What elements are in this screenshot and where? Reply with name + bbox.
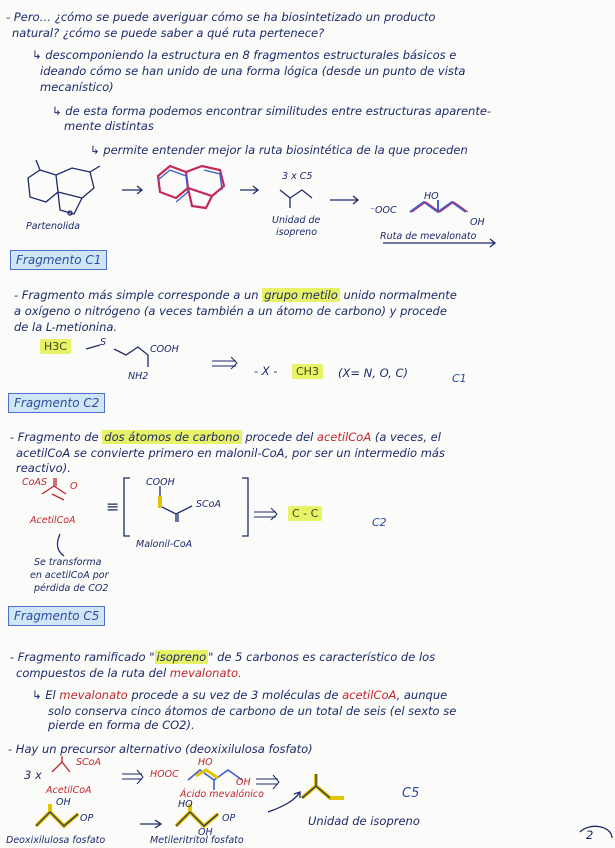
acetilcoa-label: AcetilCoA [30, 515, 76, 526]
metil-label: Metileritritol fosfato [150, 835, 244, 846]
unidad-label-2: isopreno [276, 227, 318, 238]
c5-tag: C5 [402, 786, 420, 801]
intro-b2: mente distintas [64, 119, 154, 133]
ooc-label: ⁻OOC [370, 205, 397, 216]
hooc-label: HOOC [150, 769, 179, 780]
c2-tag: C2 [372, 516, 387, 529]
intro-c1: ↳ permite entender mejor la ruta biosintética de la que proceden [90, 143, 468, 157]
c1-line-1: - Fragmento más simple corresponde a un grupo metilo unido normalmente [14, 288, 457, 302]
arrow-c2 [254, 508, 277, 520]
arrow-2 [240, 186, 258, 194]
partenolida-label: Partenolida [26, 221, 80, 232]
malonyl-bracket [124, 478, 248, 536]
intro-question-1: - Pero… ¿cómo se puede averiguar cómo se ha biosintetizado un producto [6, 10, 436, 24]
unidad-isopreno-label: Unidad de isopreno [308, 814, 420, 828]
isoprene-unit-2 [302, 774, 344, 798]
arrow-c5-2 [256, 775, 279, 789]
note-2: en acetilCoA por [30, 570, 109, 581]
coas-label: CoAS [22, 477, 47, 488]
malonil-label: Malonil-CoA [136, 539, 193, 550]
arrow-c5-1 [122, 770, 143, 784]
op-deoxi: OP [80, 813, 94, 824]
c2-line-3: reactivo). [16, 461, 71, 475]
page-number: 2 [586, 828, 594, 842]
intro-answer-1: ↳ descomponiendo la estructura en 8 fragmentos estructurales básicos e [32, 48, 457, 62]
3xc5-label: 3 x C5 [282, 171, 313, 182]
c5-line-3: ↳ El mevalonato procede a su vez de 3 moléculas de acetilCoA, aunque [32, 688, 448, 702]
c5-line-5: pierde en forma de CO2). [48, 718, 195, 732]
fragment-c2-title: Fragmento C2 [8, 393, 105, 413]
arrow-c5-3 [140, 820, 161, 828]
equiv-sign: ≡ [106, 497, 120, 516]
malonyl-structure [160, 486, 192, 522]
c5-line-2: compuestos de la ruta del mevalonato. [16, 666, 242, 680]
c5-line-6: - Hay un precursor alternativo (deoxixilulosa fosfato) [8, 742, 313, 756]
arrow-c1 [212, 357, 237, 369]
c5-line-1: - Fragmento ramificado " isopreno " de 5 carbonos es característico de los [10, 650, 436, 664]
nh2-label: NH2 [128, 371, 149, 382]
intro-answer-2: ideando cómo se han unido de una forma lógica (desde un punto de vista [40, 64, 466, 78]
oh-metil: OH [198, 827, 213, 838]
note-1: Se transforma [34, 557, 102, 568]
c2-line-2: acetilCoA se convierte primero en malonil-CoA, por ser un intermedio más [16, 446, 445, 460]
scoa-c2: SCoA [196, 499, 221, 510]
partenolide-structure [28, 160, 100, 215]
cooh-label: COOH [150, 344, 179, 355]
oh-deoxi-1: OH [56, 797, 71, 808]
arrow-3 [330, 196, 358, 204]
arrow-1 [122, 186, 142, 194]
cooh-c2: COOH [146, 477, 175, 488]
c1-line-2: a oxígeno o nitrógeno (a veces también a un átomo de carbono) y procede [14, 304, 447, 318]
threex-label: 3 x [24, 768, 42, 782]
x-values: (X= N, O, C) [338, 366, 408, 380]
page-circle [580, 826, 612, 838]
x-label: - X - [254, 364, 278, 378]
ho-label: HO [424, 191, 439, 202]
oh-c5: OH [236, 777, 251, 788]
c5-line-4: solo conserva cinco átomos de carbono de un total de seis (el sexto se [48, 704, 457, 718]
cc-highlight: C - C [288, 506, 322, 521]
acido-label: Ácido mevalónico [180, 789, 264, 800]
acetilcoa-c5-label: AcetilCoA [46, 785, 92, 796]
scoa-c5: SCoA [76, 757, 101, 768]
ruta-label: Ruta de mevalonato [380, 231, 477, 242]
note-arrow [57, 534, 64, 556]
c1-tag: C1 [452, 372, 467, 385]
o-label: O [70, 481, 78, 492]
isoprene-unit-1 [280, 190, 312, 208]
unidad-label-1: Unidad de [272, 215, 321, 226]
s-label: S [100, 337, 107, 348]
note-3: pérdida de CO2 [34, 583, 109, 594]
ho-metil: HO [178, 799, 193, 810]
intro-answer-3: mecanístico) [40, 80, 114, 94]
fragment-c5-title: Fragmento C5 [8, 606, 105, 626]
oh-label: OH [470, 217, 485, 228]
intro-question-2: natural? ¿cómo se puede saber a qué ruta pertenece? [12, 26, 325, 40]
ch3-highlight: CH3 [292, 364, 323, 379]
h3c-highlight: H3C [40, 339, 71, 354]
mevalonic-structure [188, 770, 242, 790]
deoxi-label: Deoxixilulosa fosfato [6, 835, 106, 846]
acetylcoa-c5 [52, 756, 70, 772]
op-metil: OP [222, 813, 236, 824]
c1-line-3: de la L-metionina. [14, 320, 118, 334]
intro-b1: ↳ de esta forma podemos encontrar similitudes entre estructuras aparente- [52, 104, 492, 118]
c2-line-1: - Fragmento de dos átomos de carbono procede del acetilCoA (a veces, el [10, 430, 441, 444]
fragment-c1-title: Fragmento C1 [10, 250, 107, 270]
methionine-chain [86, 345, 148, 367]
ho-c5: HO [198, 757, 213, 768]
arrow-c5-4 [268, 792, 300, 812]
